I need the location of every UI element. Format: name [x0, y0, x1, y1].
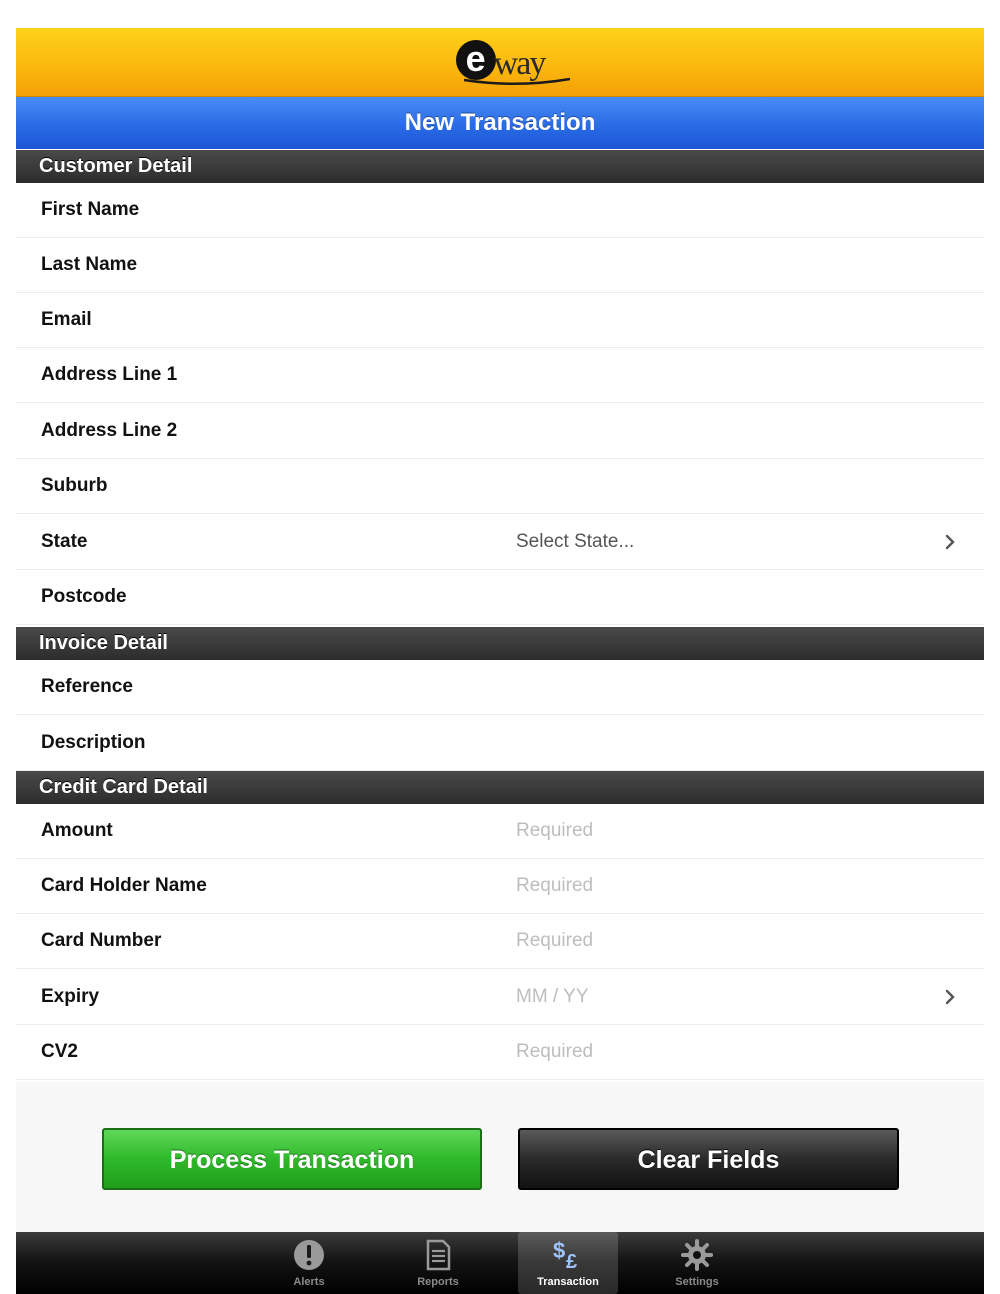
logo-bar [16, 28, 984, 97]
gear-icon [680, 1238, 714, 1272]
expiry-placeholder: MM / YY [516, 986, 589, 1007]
cv2-label: CV2 [41, 1041, 78, 1062]
eway-logo [456, 34, 545, 90]
card-number-field[interactable] [16, 914, 984, 969]
logo-swoosh-icon [462, 76, 572, 86]
tab-alerts[interactable] [259, 1232, 359, 1294]
clear-fields-button[interactable]: Clear Fields [518, 1128, 899, 1190]
postcode-field[interactable] [16, 570, 984, 625]
tab-transaction[interactable] [518, 1232, 618, 1294]
address-line-1-field[interactable] [16, 348, 984, 403]
email-label: Email [41, 309, 92, 330]
chevron-right-icon [938, 985, 962, 1009]
first-name-field[interactable] [16, 183, 984, 238]
reference-field[interactable] [16, 660, 984, 715]
description-field[interactable] [16, 716, 984, 771]
description-label: Description [41, 732, 146, 753]
expiry-label: Expiry [41, 986, 100, 1007]
suburb-label: Suburb [41, 475, 108, 496]
state-value: Select State... [516, 531, 635, 552]
amount-placeholder: Required [516, 820, 594, 841]
cv2-placeholder: Required [516, 1041, 594, 1062]
process-transaction-button[interactable]: Process Transaction [102, 1128, 482, 1190]
last-name-label: Last Name [41, 254, 138, 275]
tab-settings[interactable] [647, 1232, 747, 1294]
address-line-2-field[interactable] [16, 404, 984, 459]
card-holder-name-label: Card Holder Name [41, 875, 207, 896]
section-header-invoice: Invoice Detail [16, 627, 984, 660]
suburb-field[interactable] [16, 459, 984, 514]
last-name-field[interactable] [16, 238, 984, 293]
state-label: State [41, 531, 88, 552]
card-number-placeholder: Required [516, 930, 594, 951]
page-title: New Transaction [16, 97, 984, 149]
tab-settings-label: Settings [675, 1276, 719, 1288]
tab-alerts-label: Alerts [293, 1276, 325, 1288]
tab-reports-label: Reports [417, 1276, 459, 1288]
address-line-1-label: Address Line 1 [41, 364, 178, 385]
email-field[interactable] [16, 293, 984, 348]
tab-reports[interactable] [388, 1232, 488, 1294]
alert-icon [292, 1238, 326, 1272]
postcode-label: Postcode [41, 586, 127, 607]
amount-field[interactable] [16, 804, 984, 859]
chevron-right-icon [938, 530, 962, 554]
cv2-field[interactable] [16, 1025, 984, 1080]
card-holder-name-placeholder: Required [516, 875, 594, 896]
first-name-label: First Name [41, 199, 140, 220]
svg-text:$: $ [553, 1238, 566, 1263]
expiry-select[interactable] [16, 970, 984, 1025]
reference-label: Reference [41, 676, 133, 697]
tab-bar [16, 1232, 984, 1294]
address-line-2-label: Address Line 2 [41, 420, 178, 441]
document-icon [421, 1238, 455, 1272]
logo-wordmark: way [493, 45, 545, 82]
section-header-card: Credit Card Detail [16, 771, 984, 804]
svg-text:£: £ [566, 1251, 578, 1272]
amount-label: Amount [41, 820, 113, 841]
currency-icon [551, 1238, 585, 1272]
app-window [16, 28, 984, 1294]
logo-e-mark: e [456, 40, 496, 80]
card-holder-name-field[interactable] [16, 859, 984, 914]
state-select[interactable] [16, 515, 984, 570]
section-header-customer: Customer Detail [16, 150, 984, 183]
tab-transaction-label: Transaction [537, 1276, 599, 1288]
card-number-label: Card Number [41, 930, 162, 951]
